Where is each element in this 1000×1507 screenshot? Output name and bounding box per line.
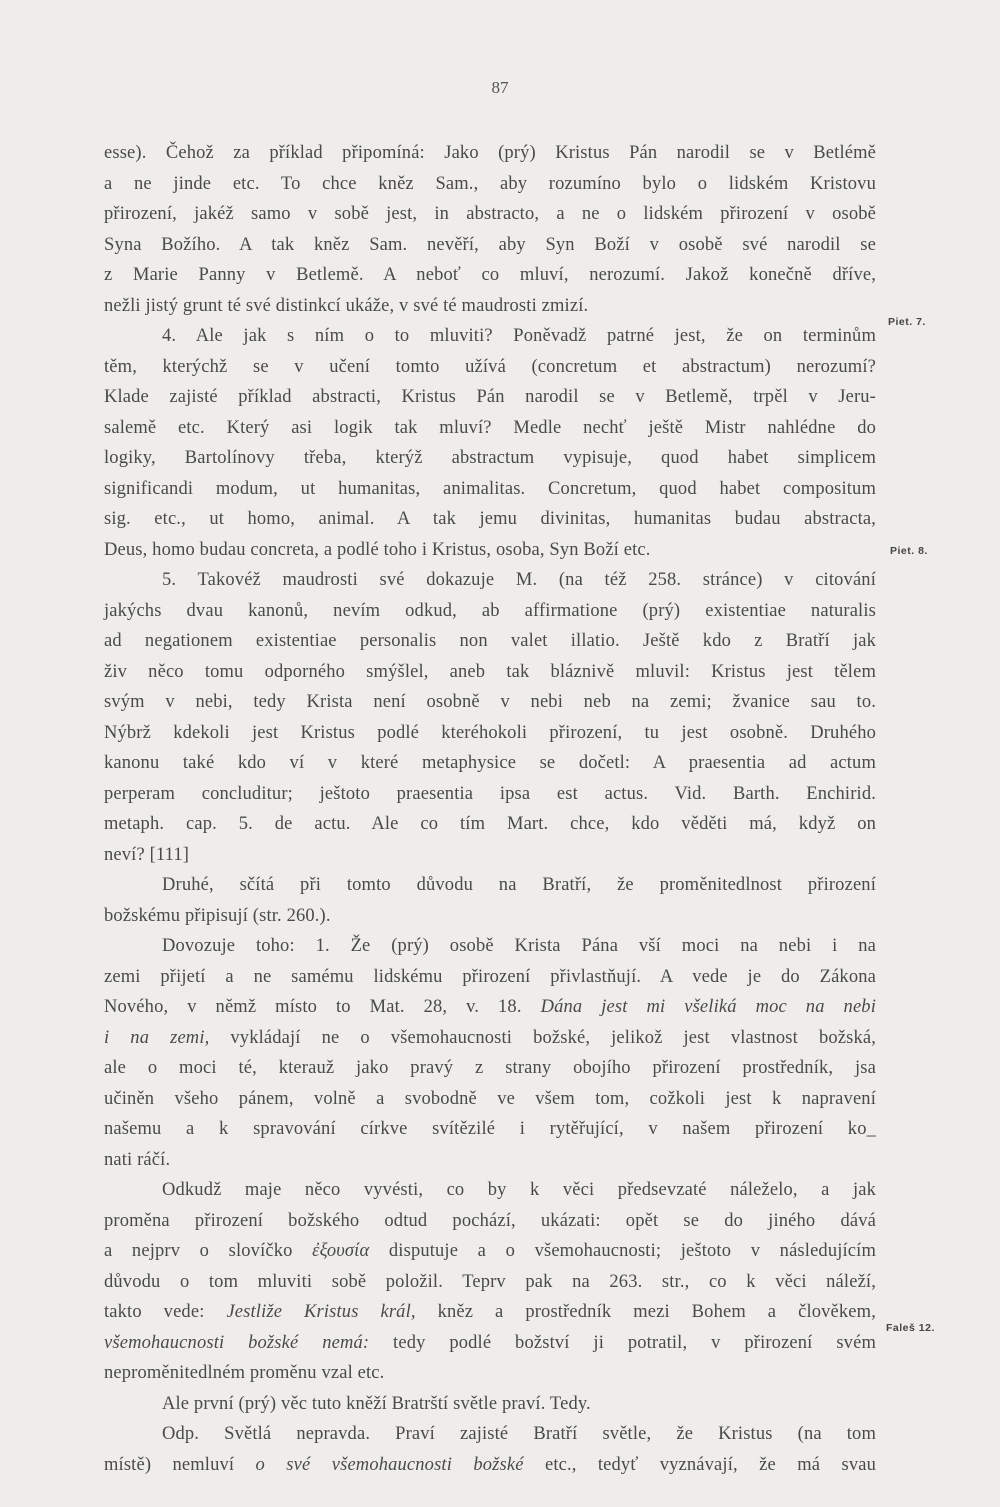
- text-line: Druhé, sčítá při tomto důvodu na Bratří, že proměnitedlnost přirození: [162, 875, 876, 895]
- text-line: [104, 1023, 876, 1054]
- text-run: kněz a prostředník mezi Bohem a člověkem,: [437, 1302, 876, 1322]
- text-line: proměna přirození božského odtud pochází, ukázati: opět se do jiného dává: [104, 1210, 876, 1231]
- greek-word: ἐξουσία: [312, 1241, 370, 1261]
- text-run: Nového, v němž místo to Mat. 28, v. 18.: [104, 997, 522, 1017]
- text-line: těm, kterýchž se v učení tomto užívá (concretum et abstractum) nerozumí?: [104, 356, 876, 377]
- text-line: nežli jistý grunt té své distinkcí ukáže, v své té maudrosti zmizí.: [104, 295, 589, 316]
- text-line: [104, 992, 876, 1023]
- margin-note: Piet. 7.: [888, 316, 926, 328]
- text-line: přirození, jakéž samo v sobě jest, in abstracto, a ne o lidském přirození v osobě: [104, 204, 876, 224]
- text-line: Odkudž maje něco vyvésti, co by k věci předsevzaté náleželo, a jak: [162, 1180, 876, 1200]
- text-run: místě) nemluví: [104, 1454, 235, 1475]
- margin-note: Piet. 8.: [890, 545, 928, 557]
- text-run: tedy podlé božství ji potratil, v přirození svém: [393, 1332, 876, 1353]
- text-line: 4. Ale jak s ním o to mluviti? Poněvadž patrné jest, že on terminům: [162, 326, 876, 346]
- text-line: Nýbrž kdekoli jest Kristus podlé kteréhokoli přirození, tu jest osobně. Druhého: [104, 722, 876, 743]
- text-line: neví? [111]: [104, 844, 190, 865]
- text-line: živ něco tomu odporného smýšlel, aneb tak bláznivě mluvil: Kristus jest tělem: [104, 661, 876, 682]
- italic-quote: Dána jest mi všeliká moc na nebi: [540, 997, 876, 1017]
- text-run: a nejprv o slovíčko: [104, 1241, 293, 1261]
- text-line: důvodu o tom mluviti sobě položil. Teprv pak na 263. str., co k věci náleží,: [104, 1271, 876, 1292]
- text-line: našemu a k spravování církve svítězilé i rytěřující, v našem přirození ko_: [104, 1119, 876, 1139]
- italic-quote: Jestliže Kristus král,: [226, 1302, 416, 1322]
- text-line: [104, 1236, 876, 1267]
- text-run: disputuje a o všemohaucnosti; ještoto v následujícím: [388, 1241, 877, 1261]
- text-line: a ne jinde etc. To chce kněz Sam., aby rozumíno bylo o lidském Kristovu: [104, 173, 876, 194]
- text-line: metaph. cap. 5. de actu. Ale co tím Mart. chce, kdo věděti má, když on: [104, 814, 876, 834]
- text-line: salemě etc. Který asi logik tak mluví? Medle nechť ještě Mistr nahlédne do: [104, 417, 876, 438]
- page-number: 87: [491, 78, 509, 97]
- text-run: etc., tedyť vyznávají, že má svau: [544, 1454, 876, 1475]
- text-line: [104, 1450, 876, 1481]
- text-line: ale o moci té, kterauž jako pravý z strany obojího přirození prostředník, jsa: [104, 1058, 876, 1078]
- italic-quote: i na zemi,: [104, 1027, 210, 1048]
- italic-quote: všemohaucnosti božské nemá:: [104, 1332, 370, 1353]
- text-line: [104, 1328, 876, 1359]
- text-line: perperam concluditur; ještoto praesentia ipsa est actus. Vid. Barth. Enchirid.: [104, 783, 876, 804]
- text-line: jakýchs dvau kanonů, nevím odkud, ab affirmatione (prý) existentiae naturalis: [104, 600, 876, 621]
- text-run: takto vede:: [104, 1302, 205, 1322]
- text-line: Syna Božího. A tak kněz Sam. nevěří, aby Syn Boží v osobě své narodil se: [104, 234, 876, 255]
- italic-quote: o své všemohaucnosti božské: [255, 1454, 524, 1475]
- text-line: neproměnitedlném proměnu vzal etc.: [104, 1363, 385, 1383]
- text-line: logiky, Bartolínovy třeba, kterýž abstractum vypisuje, quod habet simplicem: [104, 448, 876, 468]
- text-line: svým v nebi, tedy Krista není osobně v nebi neb na zemi; žvanice sau to.: [104, 692, 876, 712]
- text-line: Deus, homo budau concreta, a podlé toho i Kristus, osoba, Syn Boží etc.: [104, 539, 651, 560]
- text-line: zemi přijetí a ne samému lidskému přirození přivlastňují. A vede je do Zákona: [104, 966, 876, 987]
- text-line: ad negationem existentiae personalis non valet illatio. Ještě kdo z Bratří jak: [104, 631, 876, 651]
- body-text: [104, 138, 876, 1480]
- text-line: Odp. Světlá nepravda. Praví zajisté Bratří světle, že Kristus (na tom: [162, 1424, 876, 1444]
- text-line: Ale první (prý) věc tuto kněží Bratrští světle praví. Tedy.: [162, 1393, 591, 1414]
- text-line: božskému připisují (str. 260.).: [104, 905, 331, 926]
- text-line: [104, 1297, 876, 1328]
- text-line: Dovozuje toho: 1. Že (prý) osobě Krista Pána vší moci na nebi i na: [162, 936, 876, 956]
- text-run: vykládají ne o všemohaucnosti božské, jelikož jest vlastnost božská,: [230, 1027, 876, 1048]
- text-line: Klade zajisté příklad abstracti, Kristus Pán narodil se v Betlemě, trpěl v Jeru-: [104, 387, 876, 407]
- text-line: z Marie Panny v Betlemě. A neboť co mluví, nerozumí. Jakož konečně dříve,: [104, 265, 876, 285]
- margin-note: Faleš 12.: [886, 1322, 935, 1334]
- text-line: kanonu také kdo ví v které metaphysice se dočetl: A praesentia ad actum: [104, 753, 876, 773]
- text-line: nati ráčí.: [104, 1149, 171, 1170]
- text-line: sig. etc., ut homo, animal. A tak jemu divinitas, humanitas budau abstracta,: [104, 509, 876, 529]
- text-line: esse). Čehož za příklad připomíná: Jako (prý) Kristus Pán narodil se v Betlémě: [104, 143, 876, 163]
- text-line: significandi modum, ut humanitas, animalitas. Concretum, quod habet compositum: [104, 478, 876, 499]
- text-line: 5. Takovéž maudrosti své dokazuje M. (na též 258. stránce) v citování: [162, 570, 876, 590]
- text-line: učiněn všeho pánem, volně a svobodně ve všem tom, cožkoli jest k napravení: [104, 1088, 876, 1109]
